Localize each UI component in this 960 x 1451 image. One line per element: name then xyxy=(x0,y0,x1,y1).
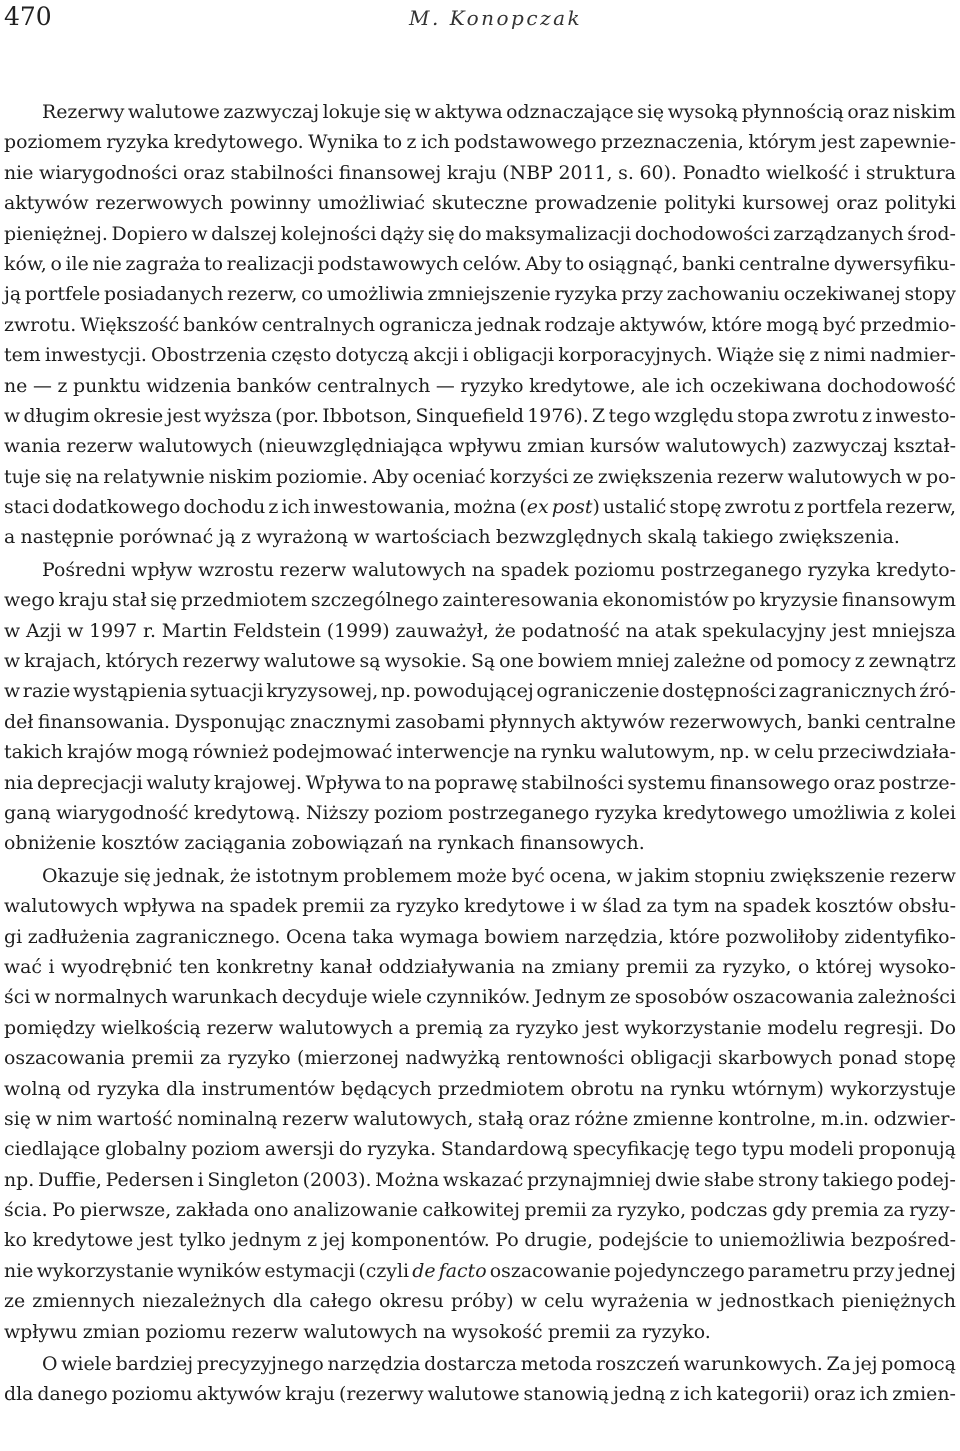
text-line: walutowych wpływa na spadek premii za ryzyko kredytowe i w ślad za tym na spadek kosztów obsłu- xyxy=(4,895,956,918)
text-line: w długim okresie jest wyższa (por. Ibbotson, Sinquefield 1976). Z tego względu stopa zwrotu z inwesto- xyxy=(4,404,956,427)
text-line: dla danego poziomu aktywów kraju (rezerwy walutowe stanowią jedną z ich kategorii) oraz ich zmien- xyxy=(4,1383,956,1406)
text-line: w Azji w 1997 r. Martin Feldstein (1999) zauważył, że podatność na atak spekulacyjny jest mniejsza xyxy=(4,619,956,642)
text-line: ganą wiarygodność kredytową. Niższy poziom postrzeganego ryzyka kredytowego umożliwia z kolei xyxy=(4,801,956,824)
text-line: ści w normalnych warunkach decyduje wiele czynników. Jednym ze sposobów oszacowania zależności xyxy=(4,986,956,1009)
text-line: nie wykorzystanie wyników estymacji (czyli de facto oszacowanie pojedynczego parametru przy jednej xyxy=(4,1259,956,1282)
text-line: w krajach, których rezerwy walutowe są wysokie. Są one bowiem mniej zależne od pomocy z zewnątrz xyxy=(4,650,956,673)
text-line: pieniężnej. Dopiero w dalszej kolejności dąży się do maksymalizacji dochodowości zarządzanych środ- xyxy=(4,222,956,245)
text-line: aktywów rezerwowych powinny umożliwiać skuteczne prowadzenie polityki kursowej oraz polityki xyxy=(4,192,956,215)
text-line: nie wiarygodności oraz stabilności finansowej kraju (NBP 2011, s. 60). Ponadto wielkość i struktura xyxy=(4,161,956,184)
text-line: obniżenie kosztów zaciągania zobowiązań na rynkach finansowych. xyxy=(4,832,645,855)
text-line: staci dodatkowego dochodu z ich inwestowania, można (ex post) ustalić stopę zwrotu z portfela rezerw, xyxy=(4,496,956,519)
text-line: tuje się na relatywnie niskim poziomie. Aby oceniać korzyści ze zwiększenia rezerw walutowych w po- xyxy=(4,465,956,488)
text-line: wpływu zmian poziomu rezerw walutowych na wysokość premii za ryzyko. xyxy=(4,1320,711,1343)
text-line: wolną od ryzyka dla instrumentów będących przedmiotem obrotu na rynku wtórnym) wykorzystuje xyxy=(4,1077,956,1100)
text-line: zwrotu. Większość banków centralnych ogranicza jednak rodzaje aktywów, które mogą być przedmio- xyxy=(4,313,956,336)
text-line: ją portfele posiadanych rezerw, co umożliwia zmniejszenie ryzyka przy zachowaniu oczekiwanej stopy xyxy=(4,283,956,306)
text-line: O wiele bardziej precyzyjnego narzędzia dostarcza metoda roszczeń warunkowych. Za jej pomocą xyxy=(42,1353,956,1376)
text-line: Pośredni wpływ wzrostu rezerw walutowych na spadek poziomu postrzeganego ryzyka kredyto- xyxy=(42,558,956,581)
text-line: Okazuje się jednak, że istotnym problemem może być ocena, w jakim stopniu zwiększenie rezerw xyxy=(42,864,956,887)
text-line: ciedlające globalny poziom awersji do ryzyka. Standardową specyfikację tego typu modeli proponują xyxy=(4,1138,956,1161)
text-line: ków, o ile nie zagraża to realizacji podstawowych celów. Aby to osiągnąć, banki centralne dywersyfiku- xyxy=(4,252,956,275)
text-line: deł finansowania. Dysponując znacznymi zasobami płynnych aktywów rezerwowych, banki centralne xyxy=(4,710,956,733)
text-line: Rezerwy walutowe zazwyczaj lokuje się w aktywa odznaczające się wysoką płynnością oraz niskim xyxy=(42,101,956,123)
paragraph xyxy=(4,97,956,553)
text-line: np. Duffie, Pedersen i Singleton (2003). Można wskazać przynajmniej dwie słabe strony takiego podej- xyxy=(4,1168,956,1191)
text-line: wania rezerw walutowych (nieuwzględniająca wpływu zmian kursów walutowych) zazwyczaj kształ- xyxy=(4,435,956,458)
paragraph xyxy=(4,555,956,859)
text-line: ko kredytowe jest tylko jednym z jej komponentów. Po drugie, podejście to uniemożliwia bezpośred- xyxy=(4,1229,956,1252)
paragraph xyxy=(4,861,956,1347)
text-line: gi zadłużenia zagranicznego. Ocena taka wymaga bowiem narzędzia, które pozwoliłoby zidentyfiko- xyxy=(4,925,956,948)
paragraph xyxy=(4,1349,956,1410)
text-line: nia deprecjacji waluty krajowej. Wpływa to na poprawę stabilności systemu finansowego oraz postrze- xyxy=(4,771,956,794)
page-number: 470 xyxy=(4,2,52,31)
text-line: pomiędzy wielkością rezerw walutowych a premią za ryzyko jest wykorzystanie modelu regresji. Do xyxy=(4,1016,956,1039)
text-line: tem inwestycji. Obostrzenia często dotyczą akcji i obligacji korporacyjnych. Wiąże się z nimi nadmier- xyxy=(4,344,956,367)
text-line: wać i wyodrębnić ten konkretny kanał oddziaływania na zmiany premii za ryzyko, o której wysoko- xyxy=(4,955,956,978)
body-text xyxy=(4,97,956,1410)
text-line: ze zmiennych niezależnych dla całego okresu próby) w celu wyrażenia w jednostkach pieniężnych xyxy=(4,1290,956,1313)
text-line: poziomem ryzyka kredytowego. Wynika to z ich podstawowego przeznaczenia, którym jest zapewnie- xyxy=(4,131,956,154)
text-line: takich krajów mogą również podejmować interwencje na rynku walutowym, np. w celu przeciwdziała- xyxy=(4,741,956,764)
running-head-author: M. Konopczak xyxy=(409,6,583,30)
text-line: oszacowania premii za ryzyko (mierzonej nadwyżką rentowności obligacji skarbowych ponad stopę xyxy=(4,1047,956,1070)
text-line: się w nim wartość nominalną rezerw walutowych, stałą oraz różne zmienne kontrolne, m.in. odzwier- xyxy=(4,1107,956,1130)
text-line: ne — z punktu widzenia banków centralnych — ryzyko kredytowe, ale ich oczekiwana dochodowość xyxy=(4,374,956,397)
text-line: wego kraju stał się przedmiotem szczególnego zainteresowania ekonomistów po kryzysie finansowym xyxy=(4,589,956,612)
text-line: a następnie porównać ją z wyrażoną w wartościach bezwzględnych skalą takiego zwiększenia. xyxy=(4,526,900,549)
text-line: w razie wystąpienia sytuacji kryzysowej, np. powodującej ograniczenie dostępności zagranicznych źró- xyxy=(4,680,956,703)
text-line: ścia. Po pierwsze, zakłada ono analizowanie całkowitej premii za ryzyko, podczas gdy premia za ryzy- xyxy=(4,1199,956,1222)
page-header xyxy=(4,2,956,32)
